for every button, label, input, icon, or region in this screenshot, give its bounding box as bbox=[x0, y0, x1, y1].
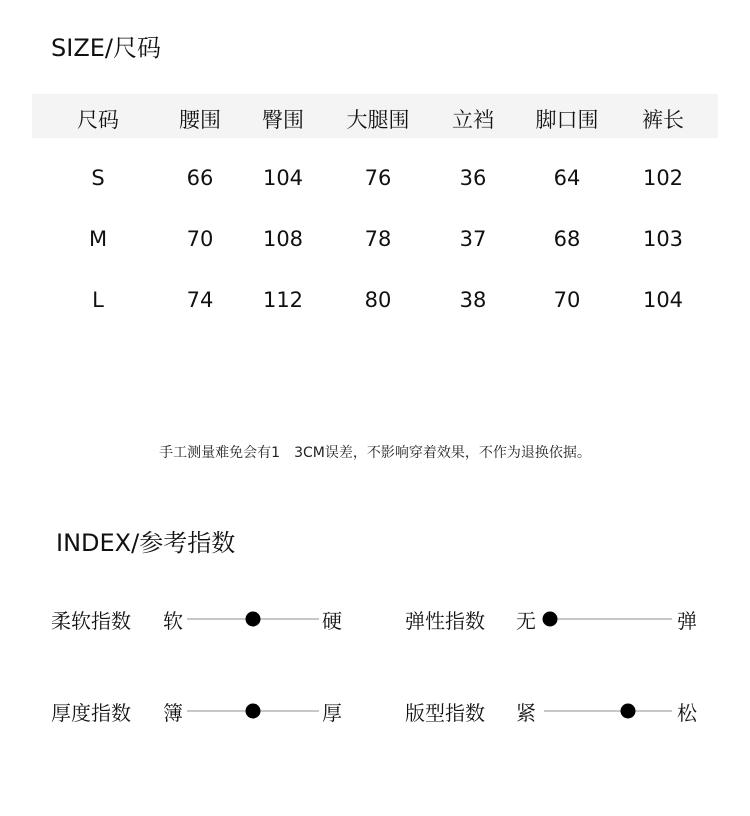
table-cell: 80 bbox=[364, 288, 392, 312]
table-cell: 68 bbox=[553, 227, 581, 251]
table-cell: 74 bbox=[186, 288, 214, 312]
index-slider-knob bbox=[620, 704, 635, 719]
table-cell: 112 bbox=[262, 288, 304, 312]
index-min-label: 紧 bbox=[516, 701, 536, 725]
table-header-cell: 裤长 bbox=[642, 108, 684, 132]
index-label: 版型指数 bbox=[405, 701, 485, 725]
table-cell: S bbox=[91, 166, 105, 190]
index-slider-track bbox=[544, 710, 672, 712]
index-slider-knob bbox=[543, 612, 558, 627]
index-label: 弹性指数 bbox=[405, 609, 485, 633]
index-label: 厚度指数 bbox=[51, 701, 131, 725]
index-min-label: 簿 bbox=[163, 701, 183, 725]
table-cell: 104 bbox=[642, 288, 684, 312]
table-header-cell: 尺码 bbox=[77, 108, 119, 132]
table-cell: 104 bbox=[262, 166, 304, 190]
table-cell: 76 bbox=[364, 166, 392, 190]
index-max-label: 松 bbox=[677, 701, 697, 725]
table-cell: 70 bbox=[186, 227, 214, 251]
table-cell: 37 bbox=[459, 227, 487, 251]
table-cell: 70 bbox=[553, 288, 581, 312]
table-cell: 38 bbox=[459, 288, 487, 312]
table-cell: 66 bbox=[186, 166, 214, 190]
table-header-cell: 腰围 bbox=[179, 108, 221, 132]
table-cell: L bbox=[92, 288, 104, 312]
size-section-title: SIZE/尺码 bbox=[51, 34, 162, 62]
table-header-cell: 脚口围 bbox=[535, 108, 599, 132]
table-header-cell: 立裆 bbox=[452, 108, 494, 132]
index-slider-track bbox=[544, 618, 672, 620]
table-cell: M bbox=[88, 227, 108, 251]
index-slider-knob bbox=[246, 612, 261, 627]
table-cell: 108 bbox=[262, 227, 304, 251]
index-max-label: 硬 bbox=[322, 609, 342, 633]
index-min-label: 无 bbox=[516, 609, 536, 633]
index-min-label: 软 bbox=[163, 609, 183, 633]
index-max-label: 弹 bbox=[677, 609, 697, 633]
table-header-cell: 臀围 bbox=[262, 108, 304, 132]
table-cell: 78 bbox=[364, 227, 392, 251]
index-max-label: 厚 bbox=[322, 701, 342, 725]
measurement-note: 手工测量难免会有1 3CM误差，不影响穿着效果，不作为退换依据。 bbox=[159, 445, 591, 461]
table-header-cell: 大腿围 bbox=[346, 108, 410, 132]
index-label: 柔软指数 bbox=[51, 609, 131, 633]
table-cell: 36 bbox=[459, 166, 487, 190]
index-slider-knob bbox=[246, 704, 261, 719]
table-cell: 102 bbox=[642, 166, 684, 190]
index-section-title: INDEX/参考指数 bbox=[56, 529, 236, 557]
table-cell: 64 bbox=[553, 166, 581, 190]
table-cell: 103 bbox=[642, 227, 684, 251]
